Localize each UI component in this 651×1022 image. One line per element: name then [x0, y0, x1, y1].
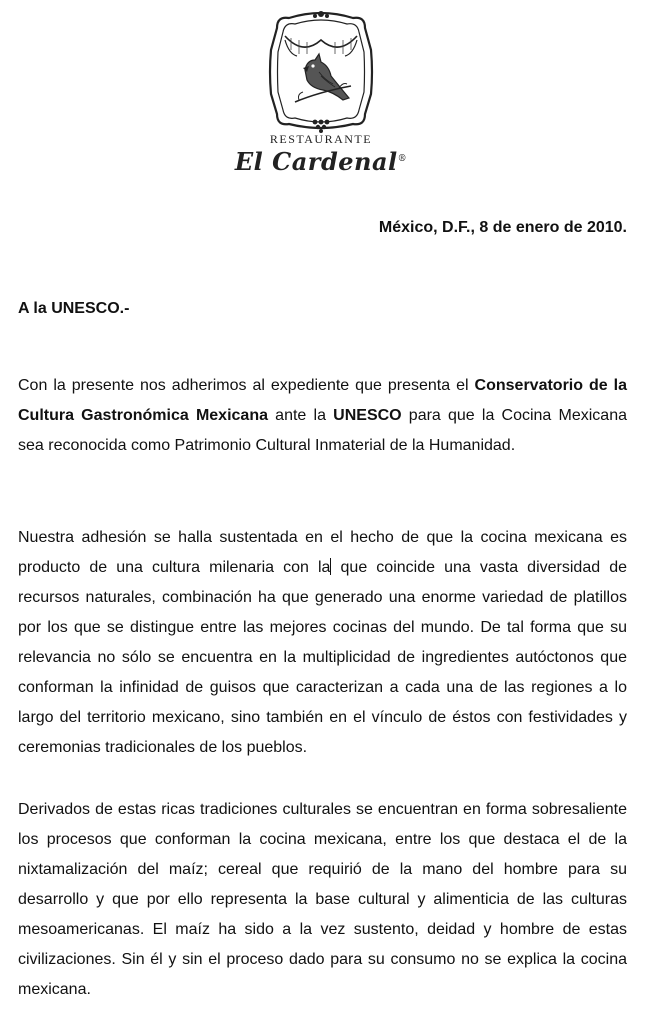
cardinal-emblem-icon	[259, 10, 383, 134]
conservatorio-name: Conservatorio de la Cultura Gastronómica Mexicana	[18, 377, 627, 424]
letterhead-logo	[228, 10, 414, 174]
letterhead-name: El Cardenal®	[234, 147, 408, 176]
letter-salutation: A la UNESCO.-	[18, 300, 130, 317]
unesco-name: UNESCO	[333, 407, 402, 424]
paragraph-3: Derivados de estas ricas tradiciones culturales se encuentran en forma sobresaliente los procesos que conforman la cocina mexicana, entre los que destaca el de la nixtamalización del maíz; cereal que requirió de la mano del hombre para su desarrollo y que por ello representa la base cultural y alimenticia de las culturas mesoamericanas. El maíz ha sido a la vez sustento, deidad y hombre de estas civilizaciones. Sin él y sin el proceso dado para su consumo no se explica la cocina mexicana.	[18, 801, 627, 998]
trademark-symbol: ®	[397, 154, 408, 164]
paragraph-1: Con la presente nos adherimos al expediente que presenta el Conservatorio de la Cultura Gastronómica Mexicana ante la UNESCO para que la Cocina Mexicana sea reconocida como Patrimonio Cultural Inmaterial de la Humanidad.	[18, 377, 627, 454]
paragraph-2[interactable]: Nuestra adhesión se halla sustentada en el hecho de que la cocina mexicana es producto de una cultura milenaria con la que coincide una vasta diversidad de recursos naturales, combinación ha que generado una enorme variedad de platillos por los que se distingue entre las mejores cocinas del mundo. De tal forma que su relevancia no sólo se encuentra en la multiplicidad de ingredientes autóctonos que conforman la infinidad de guisos que caracterizan a cada una de las regiones a lo largo del territorio mexicano, sino también en el vínculo de éstos con festividades y ceremonias tradicionales de los pueblos.	[18, 529, 627, 756]
letterhead-subtitle: RESTAURANTE	[269, 132, 373, 146]
letter-date: México, D.F., 8 de enero de 2010.	[378, 219, 627, 236]
